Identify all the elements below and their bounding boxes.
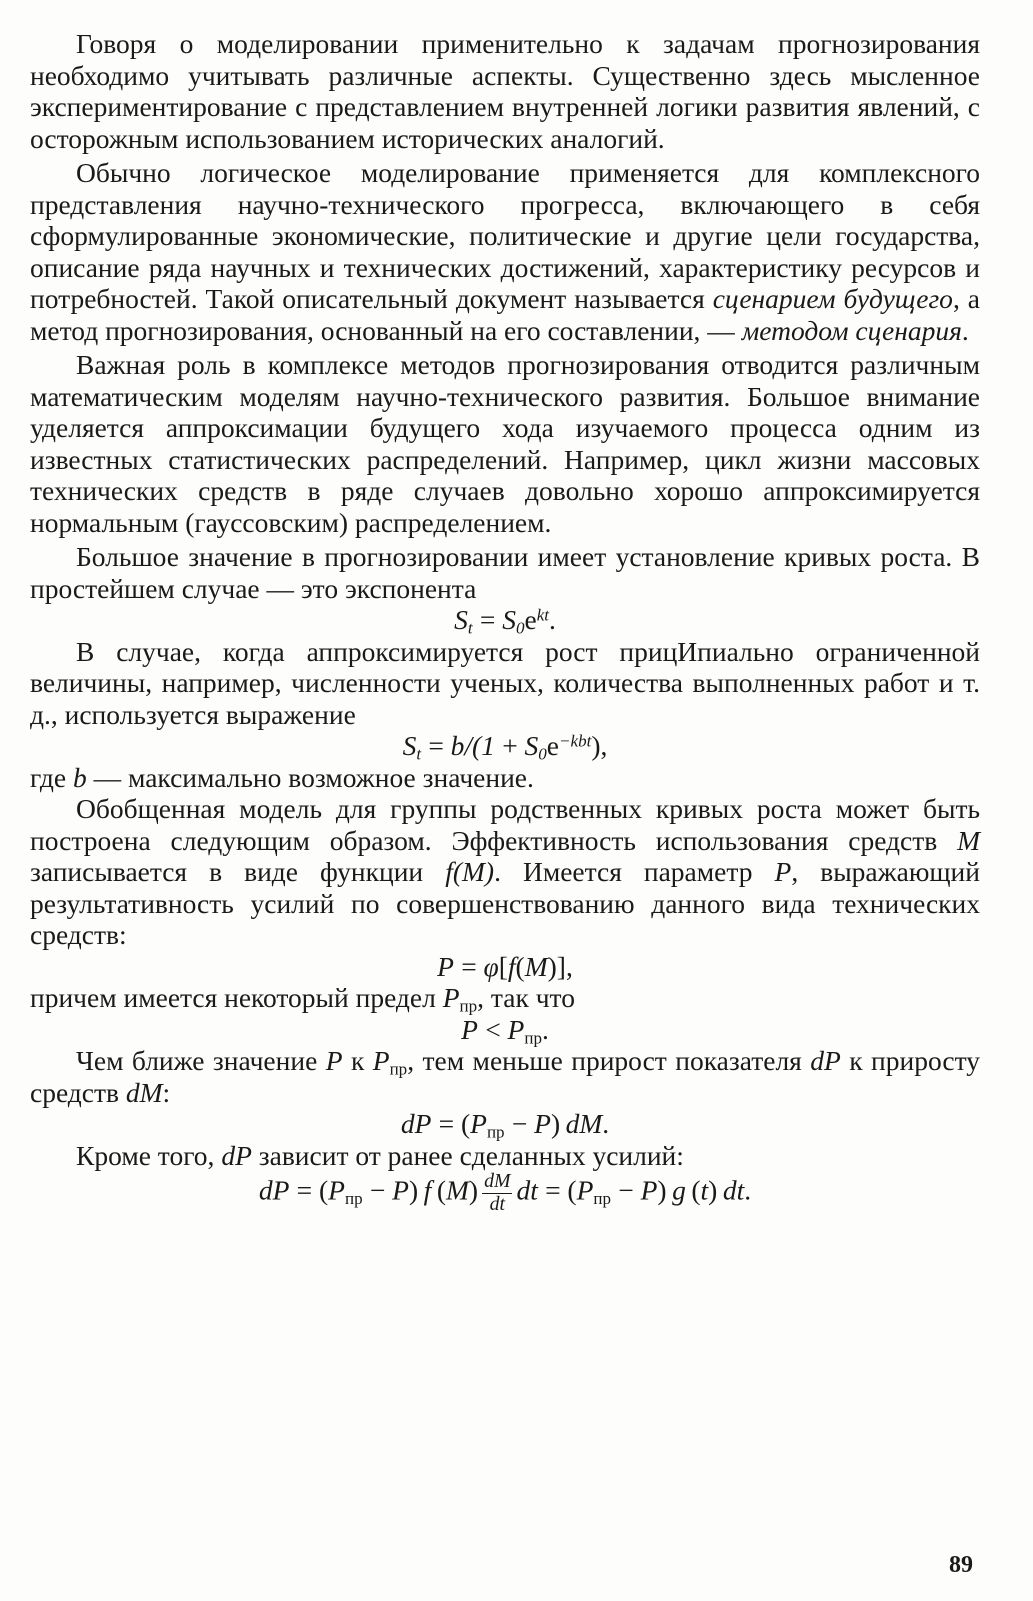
paragraph-7: Обобщенная модель для группы родственных кривых роста может быть построена следующим образом. Эффективность использования средств M записывается в виде функции f(M). Имеется параметр P, выражающий результативность усилий по совершенствованию данного вида технических средств: [30, 793, 980, 950]
formula-dp: dP = $(P_{пр} - P)$ dM. [400, 1108, 610, 1142]
formula-dp-full: dP = $(P_{пр} - P)$ f (M) $\frac{dM}{dt}$ dt = $(P_{пр} - P)$ g (t) dt. [258, 1170, 752, 1215]
paragraph-9: Чем ближе значение P к $P_{пр}$, тем меньше прирост показателя dP к приросту средств dM: [30, 1045, 981, 1108]
formula-exponent: $S_t = S_0e^{kt}$. [454, 604, 556, 638]
paragraph-5: В случае, когда аппроксимируется рост прицИпиально ограниченной величины, например, численности ученых, количества выполненных работ и т. д., используется выражение [30, 635, 980, 730]
paragraph-4: Большое значение в прогнозировании имеет установление кривых роста. В простейшем случае — это экспонента [30, 541, 980, 604]
paragraph-1: Говоря о моделировании применительно к задачам прогнозирования необходимо учитывать различные аспекты. Существенно здесь мысленное экспериментирование с представлением внутренней логики развития явлений, с осторожным использованием исторических аналогий. [30, 28, 980, 154]
page-number: 89 [949, 1552, 973, 1578]
formula-p-phi: P = φ[f(M)], [437, 950, 573, 982]
paragraph-10: Кроме того, dP зависит от ранее сделанных усилий: [76, 1139, 684, 1171]
paragraph-6: где b — максимально возможное значение. [30, 761, 534, 793]
paragraph-3: Важная роль в комплексе методов прогнозирования отводится различным математическим моделям научно-технического развития. Большое внимание уделяется аппроксимации будущего хода изучаемого процесса одним из известных статистических распределений. Например, цикл жизни массовых технических средств в ряде случаев довольно хорошо аппроксимируется нормальным (гауссовским) распределением. [30, 349, 980, 538]
formula-limit: $P < P_{пр}$. [461, 1013, 549, 1047]
formula-logistic: $S_t = b/(1 + S_0e^{-kbt})$, [402, 730, 608, 764]
paragraph-2: Обычно логическое моделирование применяется для комплексного представления научно-технического прогресса, включающего в себя сформулированные экономические, политические и другие цели государства, описание ряда научных и технических достижений, характеристику ресурсов и потребностей. Такой описательный документ называется сценарием будущего, а метод прогнозирования, основанный на его составлении, — методом сценария. [30, 157, 980, 346]
text-column [30, 28, 980, 1216]
paragraph-8: причем имеется некоторый предел $P_{пр}$, так что [30, 982, 575, 1016]
